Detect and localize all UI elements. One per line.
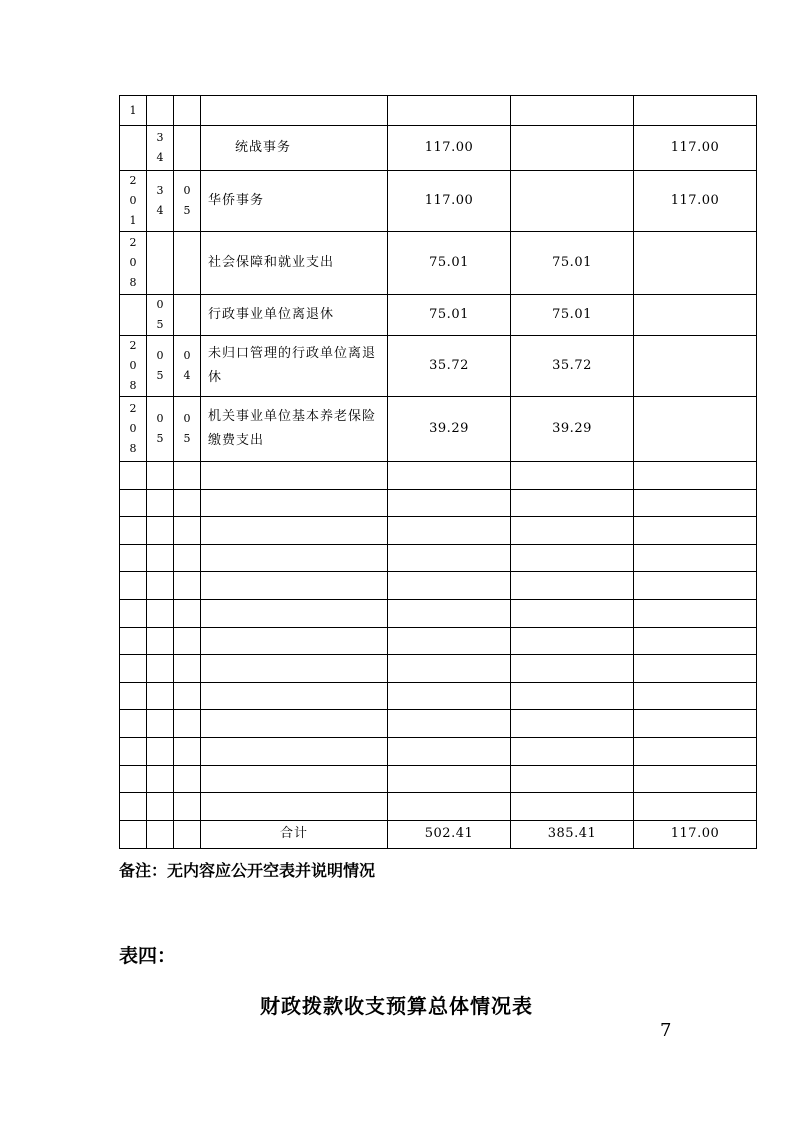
empty-cell — [388, 627, 511, 655]
empty-cell — [388, 517, 511, 545]
empty-cell — [201, 710, 388, 738]
empty-cell — [201, 517, 388, 545]
amount-cell-v2: 35.72 — [511, 336, 634, 397]
amount-cell-v1: 39.29 — [388, 397, 511, 462]
empty-cell — [388, 599, 511, 627]
item-name-cell: 机关事业单位基本养老保险缴费支出 — [201, 397, 388, 462]
code-digit: 2 — [129, 339, 137, 352]
item-name-cell: 行政事业单位离退休 — [201, 295, 388, 336]
amount-cell-v2: 75.01 — [511, 295, 634, 336]
code-cell-c2 — [147, 232, 174, 295]
empty-cell — [147, 655, 174, 683]
empty-cell — [201, 572, 388, 600]
empty-cell — [201, 544, 388, 572]
empty-cell — [634, 599, 757, 627]
amount-cell-v3 — [634, 336, 757, 397]
empty-cell — [634, 627, 757, 655]
empty-cell — [388, 682, 511, 710]
code-digit: 0 — [156, 298, 164, 311]
empty-cell — [201, 682, 388, 710]
code-cell-c3 — [174, 397, 201, 462]
code-digit: 1 — [129, 214, 137, 227]
code-digit: 5 — [156, 369, 164, 382]
empty-row — [120, 682, 757, 710]
item-name-cell: 未归口管理的行政单位离退休 — [201, 336, 388, 397]
amount-cell-v2 — [511, 171, 634, 232]
code-cell-c3 — [174, 96, 201, 126]
empty-row — [120, 462, 757, 490]
empty-cell — [511, 737, 634, 765]
code-digit: 4 — [156, 151, 164, 164]
table-row — [120, 126, 757, 171]
empty-cell — [201, 793, 388, 821]
empty-cell — [174, 793, 201, 821]
empty-cell — [511, 544, 634, 572]
empty-cell — [147, 793, 174, 821]
total-row — [120, 820, 757, 848]
empty-cell — [174, 765, 201, 793]
total-label: 合计 — [201, 820, 388, 848]
code-digit: 2 — [129, 236, 137, 249]
amount-cell-v2: 75.01 — [511, 232, 634, 295]
code-digit: 5 — [183, 432, 191, 445]
code-cell-c1 — [120, 171, 147, 232]
code-cell-c3 — [174, 232, 201, 295]
empty-cell — [120, 627, 147, 655]
table-row — [120, 171, 757, 232]
total-amount-v3: 117.00 — [634, 820, 757, 848]
code-digit: 2 — [129, 402, 137, 415]
empty-cell — [120, 737, 147, 765]
item-name-cell: 华侨事务 — [201, 171, 388, 232]
amount-cell-v3 — [634, 397, 757, 462]
empty-row — [120, 517, 757, 545]
empty-cell — [174, 710, 201, 738]
code-digit: 0 — [129, 422, 137, 435]
empty-cell — [388, 572, 511, 600]
table-row — [120, 336, 757, 397]
empty-cell — [634, 793, 757, 821]
code-digit: 0 — [183, 184, 191, 197]
empty-cell — [201, 627, 388, 655]
code-digit: 0 — [183, 412, 191, 425]
amount-cell-v1: 117.00 — [388, 126, 511, 171]
code-digit: 4 — [156, 204, 164, 217]
empty-cell — [634, 710, 757, 738]
amount-cell-v3 — [634, 96, 757, 126]
empty-cell — [511, 517, 634, 545]
empty-cell — [147, 765, 174, 793]
table-row — [120, 295, 757, 336]
empty-cell — [201, 489, 388, 517]
empty-cell — [120, 572, 147, 600]
code-digit: 8 — [129, 276, 137, 289]
empty-cell — [147, 627, 174, 655]
empty-cell — [634, 737, 757, 765]
empty-cell — [388, 462, 511, 490]
code-cell-c2 — [147, 126, 174, 171]
code-cell-c2 — [147, 295, 174, 336]
budget-table-continued — [119, 95, 736, 849]
empty-cell — [201, 737, 388, 765]
code-digit: 5 — [156, 432, 164, 445]
empty-cell — [511, 462, 634, 490]
empty-cell — [147, 710, 174, 738]
empty-cell — [147, 737, 174, 765]
empty-cell — [388, 489, 511, 517]
empty-row — [120, 599, 757, 627]
empty-cell — [174, 737, 201, 765]
item-name-cell: 统战事务 — [201, 126, 388, 171]
table-row — [120, 397, 757, 462]
empty-cell — [388, 655, 511, 683]
budget-table — [119, 95, 757, 849]
empty-cell — [147, 599, 174, 627]
amount-cell-v1: 35.72 — [388, 336, 511, 397]
code-cell-c2 — [147, 397, 174, 462]
empty-cell — [174, 544, 201, 572]
empty-cell — [120, 544, 147, 572]
code-digit: 4 — [183, 369, 191, 382]
empty-cell — [147, 682, 174, 710]
empty-cell — [634, 765, 757, 793]
empty-cell — [634, 462, 757, 490]
empty-row — [120, 737, 757, 765]
amount-cell-v3 — [634, 232, 757, 295]
empty-cell — [388, 710, 511, 738]
empty-cell — [388, 793, 511, 821]
empty-cell — [201, 599, 388, 627]
empty-cell — [147, 517, 174, 545]
empty-cell — [388, 544, 511, 572]
code-digit: 5 — [156, 318, 164, 331]
empty-cell — [201, 462, 388, 490]
empty-row — [120, 489, 757, 517]
code-cell-c2 — [147, 171, 174, 232]
page-number: 7 — [660, 1020, 672, 1041]
empty-cell — [511, 682, 634, 710]
empty-cell — [147, 820, 174, 848]
empty-cell — [120, 489, 147, 517]
empty-cell — [511, 793, 634, 821]
budget-table-body — [120, 96, 757, 849]
code-digit: 0 — [129, 359, 137, 372]
empty-cell — [174, 599, 201, 627]
code-digit: 5 — [183, 204, 191, 217]
empty-row — [120, 765, 757, 793]
code-cell-c1 — [120, 96, 147, 126]
section-title: 财政拨款收支预算总体情况表 — [260, 994, 533, 1018]
amount-cell-v1: 75.01 — [388, 295, 511, 336]
empty-cell — [388, 765, 511, 793]
empty-cell — [120, 765, 147, 793]
empty-cell — [120, 599, 147, 627]
empty-cell — [120, 793, 147, 821]
code-cell-c2 — [147, 336, 174, 397]
code-cell-c1 — [120, 295, 147, 336]
code-cell-c3 — [174, 126, 201, 171]
empty-cell — [147, 462, 174, 490]
empty-cell — [634, 517, 757, 545]
empty-cell — [634, 544, 757, 572]
code-cell-c2 — [147, 96, 174, 126]
code-digit: 1 — [129, 103, 137, 117]
empty-cell — [174, 517, 201, 545]
empty-cell — [147, 489, 174, 517]
empty-cell — [634, 489, 757, 517]
empty-cell — [174, 462, 201, 490]
empty-cell — [174, 489, 201, 517]
empty-cell — [120, 517, 147, 545]
code-digit: 3 — [156, 184, 164, 197]
code-cell-c3 — [174, 336, 201, 397]
amount-cell-v3: 117.00 — [634, 126, 757, 171]
code-digit: 0 — [129, 194, 137, 207]
section-label: 表四： — [119, 945, 177, 967]
empty-cell — [634, 572, 757, 600]
amount-cell-v1: 75.01 — [388, 232, 511, 295]
empty-cell — [511, 599, 634, 627]
table-note: 备注：无内容应公开空表并说明情况 — [119, 861, 376, 880]
code-digit: 3 — [156, 131, 164, 144]
empty-cell — [634, 682, 757, 710]
code-digit: 8 — [129, 442, 137, 455]
empty-cell — [511, 489, 634, 517]
empty-cell — [120, 462, 147, 490]
code-cell-c3 — [174, 171, 201, 232]
empty-row — [120, 793, 757, 821]
empty-cell — [511, 572, 634, 600]
empty-cell — [174, 820, 201, 848]
item-name-cell: 社会保障和就业支出 — [201, 232, 388, 295]
empty-row — [120, 655, 757, 683]
amount-cell-v2 — [511, 126, 634, 171]
amount-cell-v3 — [634, 295, 757, 336]
empty-cell — [174, 572, 201, 600]
empty-cell — [120, 710, 147, 738]
code-cell-c3 — [174, 295, 201, 336]
amount-cell-v1 — [388, 96, 511, 126]
empty-cell — [120, 682, 147, 710]
code-digit: 0 — [156, 412, 164, 425]
empty-cell — [634, 655, 757, 683]
empty-cell — [174, 627, 201, 655]
empty-cell — [147, 572, 174, 600]
empty-row — [120, 544, 757, 572]
amount-cell-v2: 39.29 — [511, 397, 634, 462]
empty-cell — [174, 682, 201, 710]
total-amount-v2: 385.41 — [511, 820, 634, 848]
empty-cell — [511, 765, 634, 793]
amount-cell-v1: 117.00 — [388, 171, 511, 232]
code-cell-c1 — [120, 126, 147, 171]
code-digit: 0 — [156, 349, 164, 362]
empty-cell — [511, 655, 634, 683]
code-cell-c1 — [120, 336, 147, 397]
empty-cell — [147, 544, 174, 572]
empty-cell — [201, 655, 388, 683]
amount-cell-v3: 117.00 — [634, 171, 757, 232]
table-row — [120, 96, 757, 126]
empty-cell — [120, 655, 147, 683]
empty-row — [120, 627, 757, 655]
item-name-cell — [201, 96, 388, 126]
code-digit: 8 — [129, 379, 137, 392]
empty-cell — [174, 655, 201, 683]
empty-cell — [120, 820, 147, 848]
table-row — [120, 232, 757, 295]
total-amount-v1: 502.41 — [388, 820, 511, 848]
code-digit: 2 — [129, 174, 137, 187]
empty-row — [120, 710, 757, 738]
code-digit: 0 — [183, 349, 191, 362]
empty-cell — [388, 737, 511, 765]
amount-cell-v2 — [511, 96, 634, 126]
empty-row — [120, 572, 757, 600]
code-digit: 0 — [129, 256, 137, 269]
empty-cell — [201, 765, 388, 793]
code-cell-c1 — [120, 397, 147, 462]
empty-cell — [511, 710, 634, 738]
empty-cell — [511, 627, 634, 655]
code-cell-c1 — [120, 232, 147, 295]
